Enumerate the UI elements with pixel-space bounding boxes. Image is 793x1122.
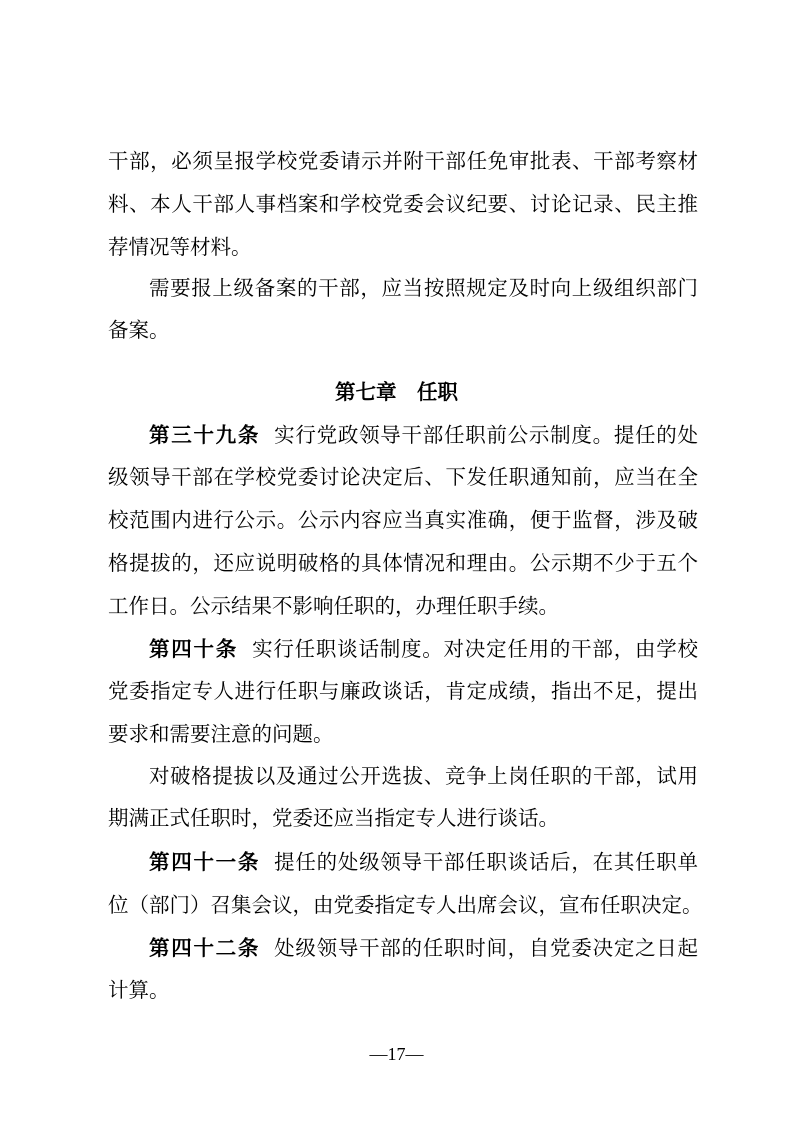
text-line: 工作日。公示结果不影响任职的，办理任职手续。 (108, 594, 559, 618)
text-line: 料、本人干部人事档案和学校党委会议纪要、讨论记录、民主推 (108, 192, 698, 216)
article-label: 第四十二条 (149, 936, 261, 960)
text-line: 格提拔的，还应说明破格的具体情况和理由。公示期不少于五个 (108, 551, 698, 575)
text-line: 需要报上级备案的干部，应当按照规定及时向上级组织部门 (149, 276, 698, 300)
article-text: 实行任职谈话制度。对决定任用的干部，由学校 (252, 637, 699, 661)
article-label: 第四十一条 (149, 850, 261, 874)
article-text: 提任的处级领导干部任职谈话后，在其任职单 (274, 850, 699, 874)
text-line: 计算。 (108, 978, 170, 1002)
text-line: 要求和需要注意的问题。 (108, 722, 334, 746)
article-text: 实行党政领导干部任职前公示制度。提任的处 (274, 423, 699, 447)
text-line: 党委指定专人进行任职与廉政谈话，肯定成绩，指出不足，提出 (108, 679, 698, 703)
article-42-first-line (149, 931, 698, 965)
text-line: 期满正式任职时，党委还应当指定专人进行谈话。 (108, 806, 559, 830)
text-line: 对破格提拔以及通过公开选拔、竞争上岗任职的干部，试用 (149, 764, 698, 788)
article-label: 第四十条 (149, 637, 239, 661)
article-40-first-line (149, 632, 698, 666)
text-line: 校范围内进行公示。公示内容应当真实准确，便于监督，涉及破 (108, 508, 698, 532)
text-line: 干部，必须呈报学校党委请示并附干部任免审批表、干部考察材 (108, 149, 698, 173)
chapter-title: 第七章 任职 (335, 380, 458, 404)
article-text: 处级领导干部的任职时间，自党委决定之日起 (274, 936, 699, 960)
page-number: —17— (369, 1044, 424, 1064)
text-line: 荐情况等材料。 (108, 235, 252, 259)
article-label: 第三十九条 (149, 423, 261, 447)
text-line: 级领导干部在学校党委讨论决定后、下发任职通知前，应当在全 (108, 465, 698, 489)
text-line: 备案。 (108, 318, 170, 342)
article-41-first-line (149, 845, 698, 879)
article-39-first-line (149, 418, 698, 452)
text-line: 位（部门）召集会议，由党委指定专人出席会议，宣布任职决定。 (108, 893, 703, 917)
